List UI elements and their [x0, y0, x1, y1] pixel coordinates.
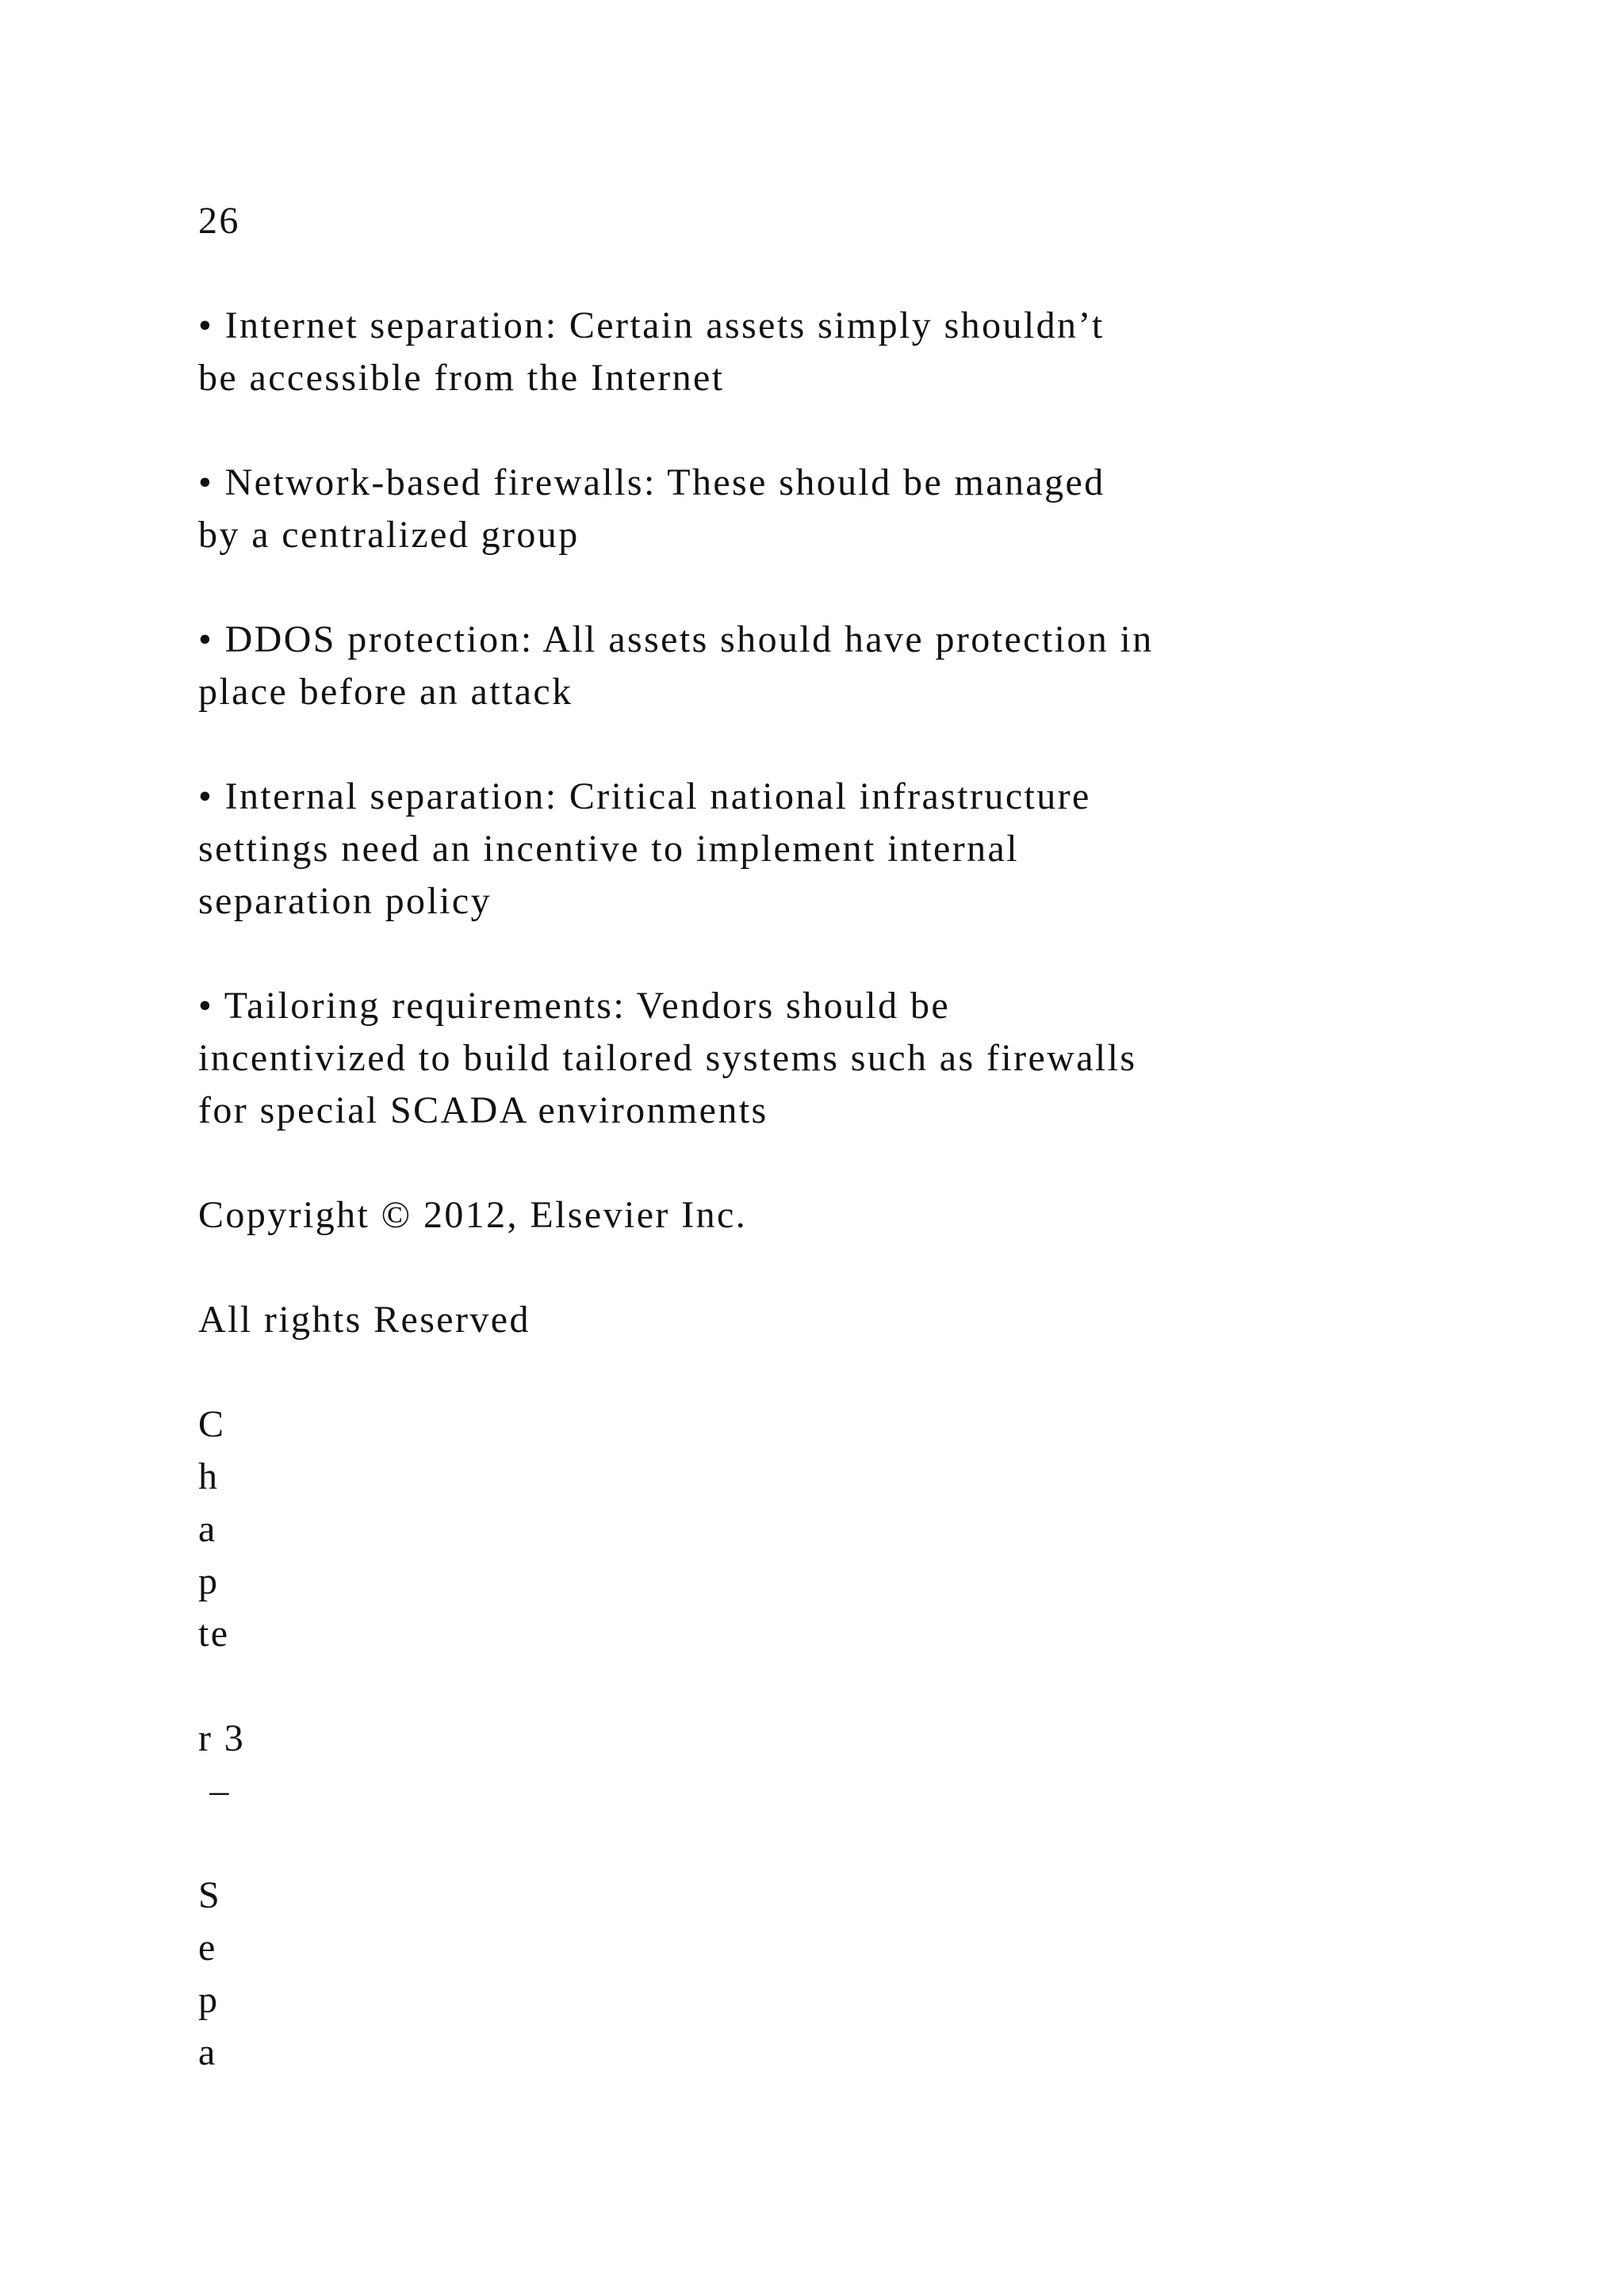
rights-text: All rights Reserved	[198, 1299, 530, 1341]
vertical-fragment: te	[198, 1613, 230, 1655]
bullet-line: settings need an incentive to implement internal	[198, 828, 1019, 870]
bullet-line: • Internal separation: Critical national infrastructure	[198, 775, 1091, 817]
vertical-fragment: a	[198, 1508, 217, 1550]
vertical-fragment: p	[198, 1560, 220, 1602]
bullet-line: separation policy	[198, 880, 492, 922]
bullet-line: • Network-based firewalls: These should be managed	[198, 461, 1105, 503]
vertical-fragment: h	[198, 1456, 220, 1498]
bullet-line: by a centralized group	[198, 514, 580, 556]
bullet-line: place before an attack	[198, 671, 573, 713]
page-number: 26	[198, 200, 240, 242]
bullet-line: be accessible from the Internet	[198, 357, 725, 399]
vertical-fragment: –	[198, 1770, 231, 1812]
vertical-fragment: e	[198, 1927, 217, 1969]
vertical-fragment: S	[198, 1874, 222, 1916]
bullet-line: for special SCADA environments	[198, 1089, 768, 1131]
bullet-line: incentivized to build tailored systems such as firewalls	[198, 1037, 1137, 1079]
vertical-fragment: p	[198, 1979, 220, 2021]
bullet-line: • DDOS protection: All assets should have protection in	[198, 618, 1154, 660]
copyright-text: Copyright © 2012, Elsevier Inc.	[198, 1194, 748, 1236]
bullet-line: • Internet separation: Certain assets simply shouldn’t	[198, 304, 1105, 346]
vertical-fragment: a	[198, 2031, 217, 2073]
bullet-line: • Tailoring requirements: Vendors should be	[198, 985, 951, 1027]
vertical-fragment: r 3	[198, 1717, 246, 1759]
vertical-fragment: C	[198, 1403, 226, 1445]
